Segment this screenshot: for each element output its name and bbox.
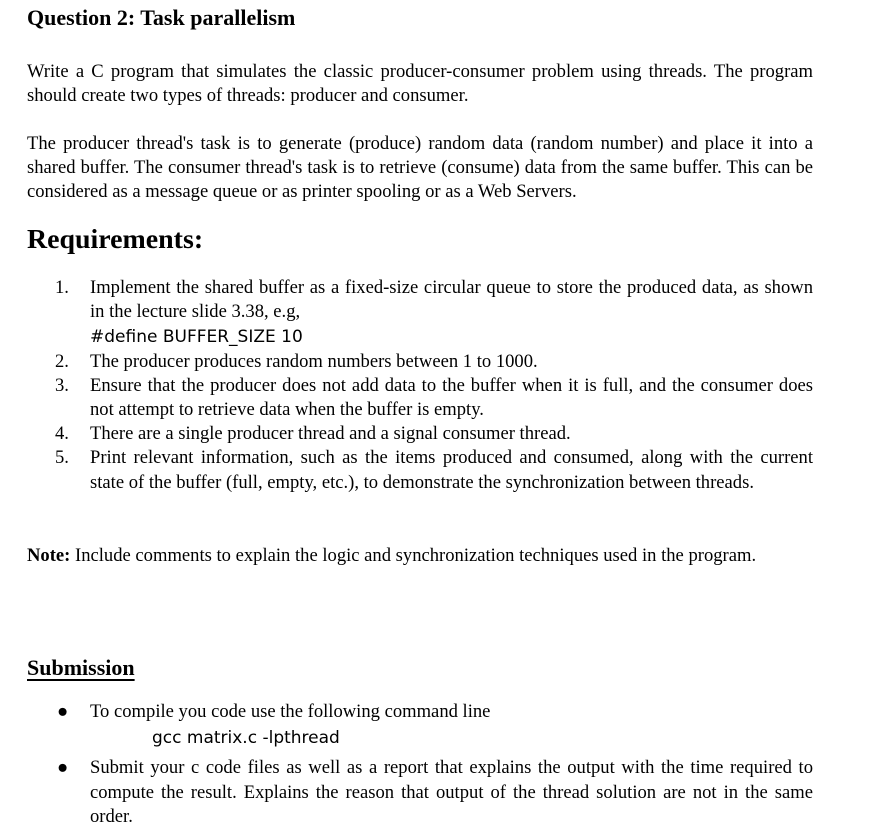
requirement-item-4 — [55, 422, 813, 446]
requirement-item-1 — [55, 276, 813, 350]
list-number: 2. — [55, 350, 69, 372]
list-number: 3. — [55, 374, 69, 396]
submission-text: To compile you code use the following command line — [90, 701, 491, 722]
bullet-icon: ● — [57, 757, 69, 779]
code-snippet: #define BUFFER_SIZE 10 — [90, 327, 303, 348]
requirements-heading: Requirements: — [27, 224, 204, 255]
requirement-text: The producer produces random numbers between 1 to 1000. — [90, 350, 538, 372]
requirement-item-5 — [55, 446, 813, 494]
bullet-icon: ● — [57, 701, 69, 722]
submission-item-1 — [55, 700, 813, 750]
requirement-text: Implement the shared buffer as a fixed-size circular queue to store the produced data, as shown in the lecture slide 3.38, e.g, — [90, 277, 813, 323]
note-label: Note: — [27, 545, 71, 566]
requirement-text: There are a single producer thread and a signal consumer thread. — [90, 423, 571, 445]
requirements-list — [55, 276, 813, 495]
submission-item-2 — [55, 756, 813, 829]
question-title: Question 2: Task parallelism — [27, 5, 296, 30]
submission-heading: Submission — [27, 655, 135, 680]
list-number: 4. — [55, 423, 69, 445]
requirement-item-2 — [55, 350, 813, 374]
intro-paragraph-2: The producer thread's task is to generate (produce) random data (random number) and place it into a shared buffer. The consumer thread's task is to retrieve (consume) data from the same buffer. This can be considered as a message queue or as printer spooling or as a Web Servers. — [27, 133, 813, 203]
list-number: 1. — [55, 277, 69, 298]
requirement-text: Ensure that the producer does not add data to the buffer when it is full, and the consumer does not attempt to retrieve data when the buffer is empty. — [90, 374, 813, 421]
submission-list — [55, 700, 813, 829]
intro-paragraph-1: Write a C program that simulates the classic producer-consumer problem using threads. The program should create two types of threads: producer and consumer. — [27, 61, 813, 107]
note-paragraph — [27, 544, 813, 568]
requirement-text: Print relevant information, such as the items produced and consumed, along with the current state of the buffer (full, empty, etc.), to demonstrate the synchronization between threads. — [90, 447, 813, 493]
compile-command: gcc matrix.c -lpthread — [152, 728, 340, 749]
list-number: 5. — [55, 447, 69, 469]
submission-text: Submit your c code files as well as a report that explains the output with the time required to compute the result. Explains the reason that output of the thread solution are not in the same order. — [90, 757, 813, 827]
note-text: Include comments to explain the logic and synchronization techniques used in the program. — [70, 545, 757, 566]
requirement-item-3 — [55, 374, 813, 422]
